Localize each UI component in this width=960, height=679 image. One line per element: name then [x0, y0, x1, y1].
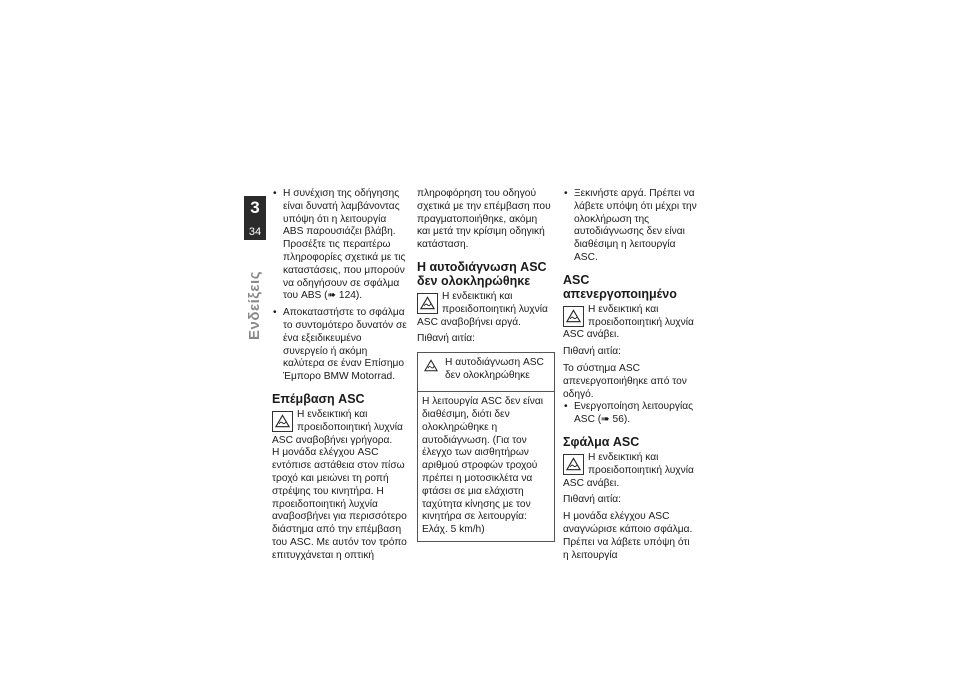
warning-block: [563, 304, 698, 342]
section-label-wrap: [246, 250, 266, 340]
info-table-text: Η λειτουργία ASC δεν είναι διαθέσιμη, διότι δεν ολοκληρώθηκε η αυτοδιάγνωση. (Για τον έλεγχο των αισθητήρων αριθμού στροφών τροχού πρέπει η μοτοσικλέτα να φτάσει σε μια ελάχιστη ταχύτητα κίνησης με τον κινητήρα σε λειτουργία: Ελάχ. 5 km/h): [422, 396, 544, 536]
bullet-start-slowly: • Ξεκινήστε αργά. Πρέπει να λάβετε υπόψη ότι μέχρι την ολοκλήρωση της αυτοδιάγνωσης δεν είναι διαθέσιμη η λειτουργία ASC.: [563, 188, 698, 265]
heading-asc-fault: Σφάλμα ASC: [563, 434, 640, 449]
warning-triangle-icon: [563, 306, 584, 327]
warning-text: Η ενδεικτική και προειδοποιητική λυχνία ASC αναβοβήνει γρήγορα.: [272, 408, 403, 446]
info-table-head: [418, 353, 554, 392]
section-label: Ενδείξεις: [246, 271, 263, 340]
warning-block: [272, 409, 407, 447]
warning-triangle-icon: [272, 411, 293, 432]
cause-label: Πιθανή αιτία:: [563, 346, 621, 358]
column-3: [563, 188, 698, 562]
continuation-text: πληροφόρηση του οδηγού σχετικά με την επέμβαση που πραγματοποιήθηκε, ακόμη και μετά την κρίσιμη οδηγική κατάσταση.: [417, 188, 551, 251]
warning-triangle-icon: [563, 454, 584, 475]
cause-label: Πιθανή αιτία:: [417, 333, 475, 345]
column-2: [417, 188, 552, 542]
cause-label: Πιθανή αιτία:: [563, 494, 621, 506]
warning-block: [563, 452, 698, 490]
heading-self-diagnosis: Η αυτοδιάγνωση ASC δεν ολοκληρώθηκε: [417, 259, 547, 288]
body-text: Η μονάδα ελέγχου ASC εντόπισε αστάθεια στον πίσω τροχό και μειώνει τη ροπή στρέψης του κινητήρα. Η προειδοποιητική λυχνία αναβοσβήνει για περισσότερο διάστημα από την επέμβαση του ASC. Με αυτόν τον τρόπο επιτυγχάνεται η οπτική: [272, 447, 407, 561]
warning-triangle-icon: [417, 293, 438, 314]
bullet-continue-riding: • Η συνέχιση της οδήγησης είναι δυνατή λαμβάνοντας υπόψη ότι η λειτουργία ABS παρουσιάζει βλάβη. Προσέξτε τις περαιτέρω πληροφορίες σχετικά με τις καταστάσεις, που μπορούν να οδηγήσουν σε σφάλμα του ABS (➠ 124).: [272, 188, 407, 303]
cause-text: Η μονάδα ελέγχου ASC αναγνώρισε κάποιο σφάλμα. Πρέπει να λάβετε υπόψη ότι η λειτουργία: [563, 511, 693, 561]
warning-text: Η ενδεικτική και προειδοποιητική λυχνία ASC αναβοβήνει αργά.: [417, 290, 548, 328]
info-table-title: Η αυτοδιάγνωση ASC δεν ολοκληρώθηκε: [445, 357, 544, 381]
heading-asc-disabled: ASC απενεργοποιημένο: [563, 272, 677, 301]
chapter-number: 3: [250, 198, 260, 217]
info-table-body: [418, 392, 554, 541]
warning-triangle-icon: [424, 359, 438, 372]
cause-text: Το σύστημα ASC απενεργοποιήθηκε από τον οδηγό.: [563, 362, 687, 400]
bullet-enable-asc: • Ενεργοποίηση λειτουργίας ASC (➠ 56).: [563, 401, 698, 427]
heading-asc-intervention: Επέμβαση ASC: [272, 391, 365, 406]
warning-block: [417, 291, 552, 329]
column-1: [272, 188, 407, 563]
warning-text: Η ενδεικτική και προειδοποιητική λυχνία ASC ανάβει.: [563, 451, 694, 489]
bullet-fix-fault: • Αποκαταστήστε το σφάλμα το συντομότερο δυνατόν σε ένα εξειδικευμένο συνεργείο ή ακόμη καλύτερα σε έναν Επίσημο Έμπορο BMW Motorrad.: [272, 307, 407, 384]
info-table: [417, 352, 555, 542]
warning-text: Η ενδεικτική και προειδοποιητική λυχνία ASC ανάβει.: [563, 303, 694, 341]
page-number: 34: [248, 226, 262, 238]
